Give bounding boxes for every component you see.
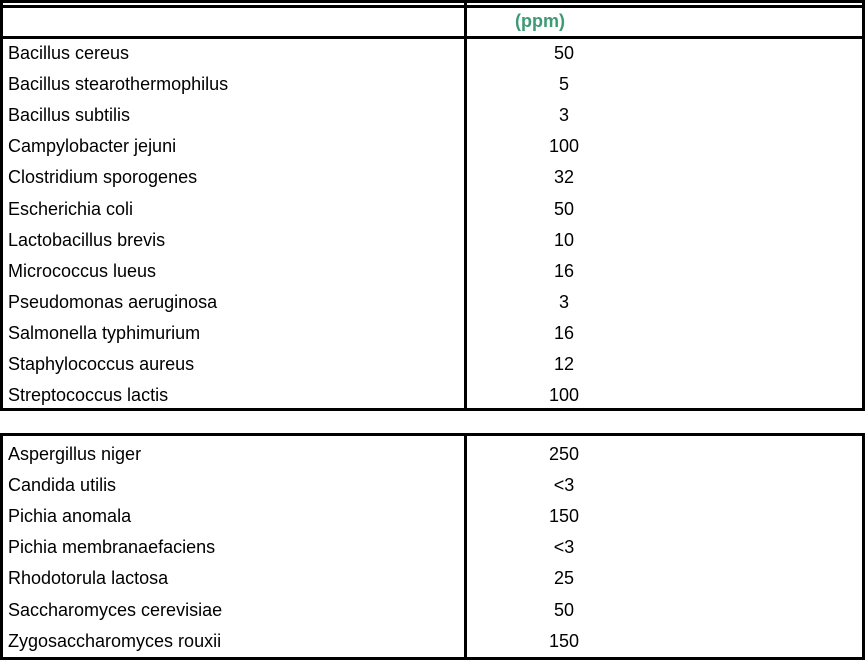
table-row (3, 194, 862, 225)
header-unit-label: (ppm) (515, 11, 565, 31)
ppm-value: 16 (553, 260, 575, 281)
ppm-value: 250 (548, 444, 580, 464)
organism-name: Campylobacter jejuni (8, 136, 177, 157)
table-row (3, 470, 862, 501)
ppm-value: 150 (548, 506, 580, 527)
table-row (3, 380, 862, 411)
ppm-value: 16 (553, 322, 575, 343)
table-row (3, 501, 862, 532)
ppm-value: 50 (553, 43, 575, 63)
organism-name: Pichia anomala (8, 506, 132, 527)
organism-name: Clostridium sporogenes (8, 167, 198, 188)
ppm-value: 150 (548, 630, 580, 651)
organism-name: Candida utilis (8, 475, 117, 496)
organism-name: Salmonella typhimurium (8, 322, 201, 343)
organism-name: Escherichia coli (8, 198, 134, 219)
table-row (3, 532, 862, 563)
table-row (3, 595, 862, 626)
organism-name: Aspergillus niger (8, 444, 142, 464)
organism-name: Staphylococcus aureus (8, 354, 195, 374)
table-row (3, 439, 862, 470)
ppm-value: 50 (553, 198, 575, 219)
ppm-value: 5 (558, 74, 569, 95)
table-row (3, 626, 862, 657)
organism-name: Rhodotorula lactosa (8, 568, 169, 589)
ppm-value: 32 (553, 167, 575, 188)
table-row (3, 287, 862, 318)
organism-name: Zygosaccharomyces rouxii (8, 630, 222, 651)
ppm-value: 50 (553, 599, 575, 620)
organism-name: Pseudomonas aeruginosa (8, 291, 218, 312)
ppm-value: <3 (553, 537, 575, 558)
table-row (3, 100, 862, 131)
fungi-table (0, 433, 865, 660)
table-row (3, 69, 862, 100)
organism-name: Streptococcus lactis (8, 385, 169, 406)
organism-name: Bacillus cereus (8, 43, 130, 63)
table-row (3, 131, 862, 162)
table-row (3, 162, 862, 193)
organism-name: Bacillus subtilis (8, 105, 131, 126)
organism-name: Micrococcus lueus (8, 260, 157, 281)
table-row (3, 318, 862, 349)
header-top-rule (3, 5, 862, 8)
ppm-value: 12 (553, 354, 575, 374)
table-row (3, 38, 862, 69)
table-row (3, 563, 862, 594)
ppm-value: 3 (558, 291, 569, 312)
ppm-value: 100 (548, 136, 580, 157)
ppm-value: 10 (553, 229, 575, 250)
ppm-value: <3 (553, 475, 575, 496)
organism-name: Lactobacillus brevis (8, 229, 166, 250)
organism-name: Bacillus stearothermophilus (8, 74, 229, 95)
organism-name: Saccharomyces cerevisiae (8, 599, 223, 620)
ppm-value: 3 (558, 105, 569, 126)
table-row (3, 256, 862, 287)
ppm-value: 25 (553, 568, 575, 589)
table-row (3, 349, 862, 380)
organism-name: Pichia membranaefaciens (8, 537, 216, 558)
table-row (3, 225, 862, 256)
ppm-value: 100 (548, 385, 580, 406)
